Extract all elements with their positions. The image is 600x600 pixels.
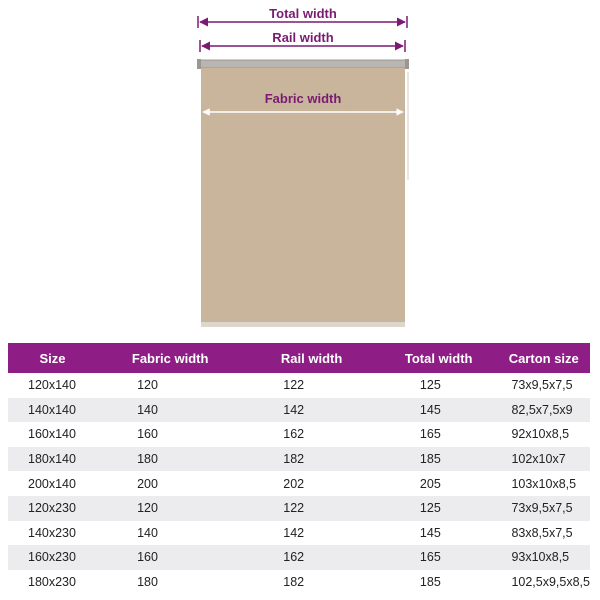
cell-fabric-width: 180	[97, 447, 243, 472]
cell-rail-width: 142	[243, 521, 380, 546]
table-row	[8, 521, 590, 546]
cell-carton-size: 102,5x9,5x8,5	[497, 570, 590, 595]
size-table	[8, 343, 590, 594]
cell-carton-size: 92x10x8,5	[497, 422, 590, 447]
cell-total-width: 145	[380, 398, 498, 423]
cell-rail-width: 162	[243, 545, 380, 570]
cell-total-width: 185	[380, 447, 498, 472]
cell-size: 140x140	[8, 398, 97, 423]
table-row	[8, 545, 590, 570]
cell-fabric-width: 160	[97, 422, 243, 447]
table-row	[8, 422, 590, 447]
cell-size: 200x140	[8, 471, 97, 496]
header-carton-size: Carton size	[497, 343, 590, 373]
header-size: Size	[8, 343, 97, 373]
cell-rail-width: 202	[243, 471, 380, 496]
cell-rail-width: 122	[243, 373, 380, 398]
cell-size: 180x140	[8, 447, 97, 472]
fabric-width-label: Fabric width	[261, 91, 346, 106]
header-fabric-width: Fabric width	[97, 343, 243, 373]
cell-fabric-width: 140	[97, 398, 243, 423]
cell-fabric-width: 160	[97, 545, 243, 570]
cell-rail-width: 142	[243, 398, 380, 423]
blind-rail	[199, 60, 407, 68]
cell-fabric-width: 200	[97, 471, 243, 496]
cell-size: 140x230	[8, 521, 97, 546]
table-header-row	[8, 343, 590, 373]
cell-fabric-width: 140	[97, 521, 243, 546]
table-row	[8, 496, 590, 521]
cell-carton-size: 93x10x8,5	[497, 545, 590, 570]
cell-carton-size: 73x9,5x7,5	[497, 496, 590, 521]
header-total-width: Total width	[380, 343, 498, 373]
cell-fabric-width: 180	[97, 570, 243, 595]
table-row	[8, 398, 590, 423]
cell-carton-size: 73x9,5x7,5	[497, 373, 590, 398]
cell-carton-size: 103x10x8,5	[497, 471, 590, 496]
cell-size: 160x230	[8, 545, 97, 570]
cell-total-width: 165	[380, 545, 498, 570]
header-rail-width: Rail width	[243, 343, 380, 373]
cell-rail-width: 182	[243, 570, 380, 595]
cell-total-width: 165	[380, 422, 498, 447]
blind-fabric	[201, 68, 405, 326]
cell-size: 120x230	[8, 496, 97, 521]
total-width-label: Total width	[265, 6, 341, 21]
cell-carton-size: 83x8,5x7,5	[497, 521, 590, 546]
cell-size: 120x140	[8, 373, 97, 398]
cell-carton-size: 102x10x7	[497, 447, 590, 472]
cell-rail-width: 162	[243, 422, 380, 447]
table-row	[8, 471, 590, 496]
cell-fabric-width: 120	[97, 496, 243, 521]
cell-size: 160x140	[8, 422, 97, 447]
cell-rail-width: 122	[243, 496, 380, 521]
cell-total-width: 125	[380, 373, 498, 398]
cell-size: 180x230	[8, 570, 97, 595]
cell-total-width: 185	[380, 570, 498, 595]
cell-fabric-width: 120	[97, 373, 243, 398]
table-row	[8, 373, 590, 398]
cell-rail-width: 182	[243, 447, 380, 472]
rail-end-right	[405, 59, 409, 69]
cell-carton-size: 82,5x7,5x9	[497, 398, 590, 423]
table-row	[8, 447, 590, 472]
cell-total-width: 125	[380, 496, 498, 521]
rail-end-left	[197, 59, 201, 69]
table-row	[8, 570, 590, 595]
blind-bottom-bar	[201, 322, 405, 327]
rail-width-label: Rail width	[268, 30, 337, 45]
cell-total-width: 205	[380, 471, 498, 496]
cell-total-width: 145	[380, 521, 498, 546]
